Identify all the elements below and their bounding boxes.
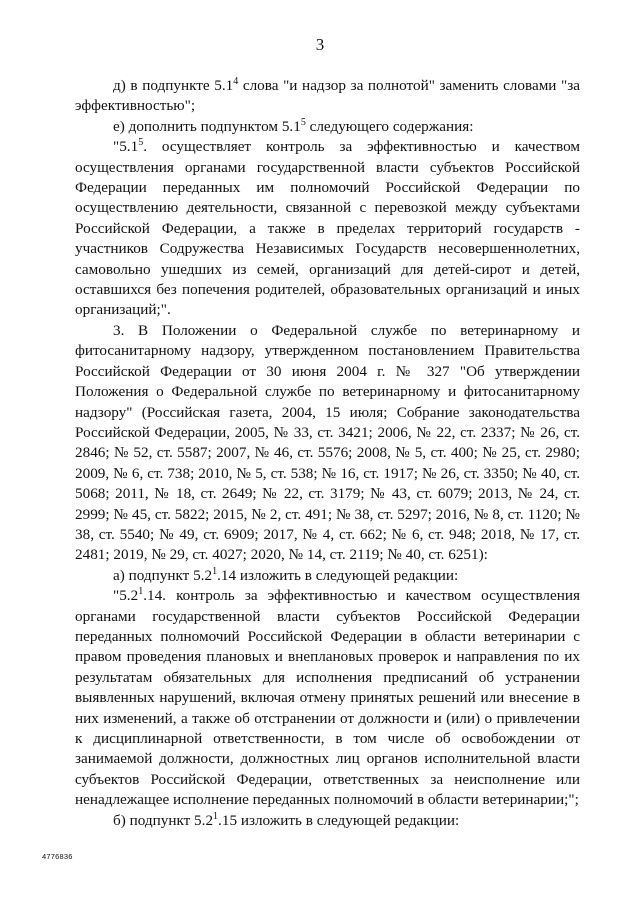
superscript: 5 <box>138 137 144 149</box>
superscript: 1 <box>212 565 218 577</box>
paragraph-3 <box>75 321 580 566</box>
page-number: 3 <box>315 35 325 54</box>
paragraph-e <box>75 117 580 137</box>
paragraph-quote-5-1-5 <box>75 137 580 321</box>
paragraph-a <box>75 566 580 586</box>
paragraph-text: "5.1 <box>113 138 139 156</box>
superscript: 1 <box>138 586 144 598</box>
paragraph-text: . осуществляет контроль за эффективностью и качеством осуществления органами государственной власти субъектов Российской Федерации переданных им полномочий Российской Федерации по осуществлению деятельности, связанной с перевозкой между субъектами Российской Федерации, а также в пределах территорий государств - участников Содружества Независимых Государств несовершеннолетних, самовольно ушедших из семей, организаций для детей-сирот и детей, оставшихся без попечения родителей, образовательных организаций и иных организаций;". <box>75 138 580 319</box>
document-code: 4776836 <box>42 852 73 861</box>
paragraph-text: слова "и надзор за полнотой" заменить словами "за эффективностью"; <box>75 77 580 115</box>
paragraph-text: б) подпункт 5.2 <box>113 811 214 829</box>
superscript: 5 <box>300 116 306 128</box>
superscript: 4 <box>233 75 239 87</box>
paragraph-text: .15 изложить в следующей редакции: <box>218 811 460 829</box>
paragraph-text: .14 изложить в следующей редакции: <box>217 566 459 584</box>
paragraph-text: а) подпункт 5.2 <box>113 566 213 584</box>
paragraph-text: е) дополнить подпунктом 5.1 <box>113 117 301 135</box>
paragraph-text: следующего содержания: <box>305 117 474 135</box>
paragraph-text: "5.2 <box>113 587 139 605</box>
document-body <box>75 76 580 831</box>
paragraph-d <box>75 76 580 117</box>
paragraph-text: д) в подпункте 5.1 <box>113 77 234 94</box>
paragraph-text: .14. контроль за эффективностью и качеством осуществления органами государственной власти субъектов Российской Федерации переданных полномочий Российской Федерации в области ветеринарии с правом проведения плановых и внеплановых проверок и направления по их результатам обязательных для исполнения предписаний об устранении выявленных нарушений, включая отмену принятых решений или внесение в них изменений, а также об отстранении от должности и (или) о привлечении к дисциплинарной ответственности, в том числе об освобождении от занимаемой должности, должностных лиц органов исполнительной власти субъектов Российской Федерации, ответственных за неисполнение или ненадлежащее исполнение переданных полномочий в области ветеринарии;"; <box>75 587 580 809</box>
superscript: 1 <box>213 810 219 822</box>
paragraph-quote-5-2-1-14 <box>75 586 580 810</box>
paragraph-text: 3. В Положении о Федеральной службе по ветеринарному и фитосанитарному надзору, утвержденном постановлением Правительства Российской Федерации от 30 июня 2004 г. № 327 "Об утверждении Положения о Федеральной службе по ветеринарному и фитосанитарному надзору" (Российская газета, 2004, 15 июля; Собрание законодательства Российской Федерации, 2005, № 33, ст. 3421; 2006, № 22, ст. 2337; № 26, ст. 2846; № 52, ст. 5587; 2007, № 46, ст. 5576; 2008, № 5, ст. 400; № 25, ст. 2980; 2009, № 6, ст. 738; 2010, № 5, ст. 538; № 16, ст. 1917; № 26, ст. 3350; № 40, ст. 5068; 2011, № 18, ст. 2649; № 22, ст. 3179; № 43, ст. 6079; 2013, № 24, ст. 2999; № 45, ст. 5822; 2015, № 2, ст. 491; № 38, ст. 5297; 2016, № 8, ст. 1120; № 38, ст. 5540; № 49, ст. 6909; 2017, № 4, ст. 662; № 6, ст. 948; 2018, № 17, ст. 2481; 2019, № 29, ст. 4027; 2020, № 14, ст. 2119; № 40, ст. 6251): <box>75 321 580 564</box>
paragraph-b <box>75 811 580 831</box>
